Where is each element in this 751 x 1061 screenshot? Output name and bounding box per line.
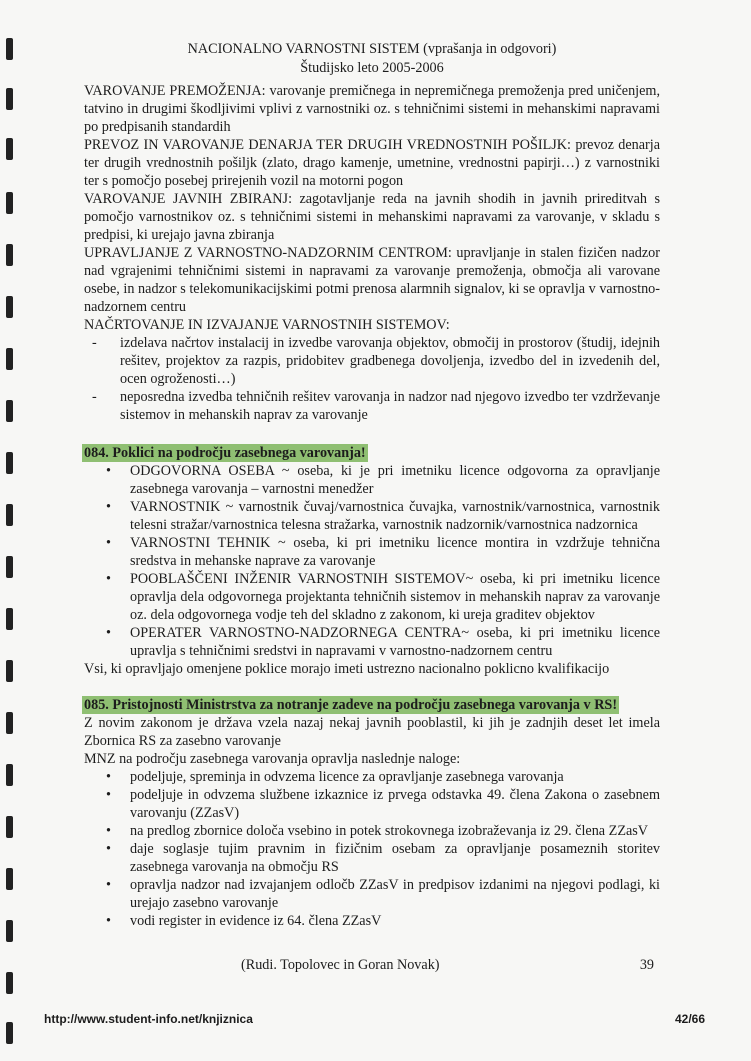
page-header <box>84 40 660 78</box>
dash-list <box>84 334 660 424</box>
list-item: • VARNOSTNIK ~ varnostnik čuvaj/varnostnica čuvajka, varnostnik/varnostnica, varnostnik telesni stražar/varnostnica telesna stražarka, varnostnik nadzornik/varnostnica nadzornica <box>106 498 660 534</box>
binding-ring <box>6 452 13 474</box>
source-url[interactable]: http://www.student-info.net/knjiznica <box>44 1012 253 1026</box>
binding-ring <box>6 244 13 266</box>
document-page <box>84 40 660 930</box>
section-heading-084: 084. Poklici na področju zasebnega varovanja! <box>84 445 366 461</box>
page-title: NACIONALNO VARNOSTNI SISTEM (vprašanja in odgovori) <box>187 41 557 57</box>
binding-ring <box>6 504 13 526</box>
paragraph-prevoz-denarja: PREVOZ IN VAROVANJE DENARJA TER DRUGIH VREDNOSTNIH POŠILJK: prevoz denarja ter drugih vrednostnih pošiljk (zlato, drago kamenje, umetnine, vrednostni papirji…) z varnostniki ter s pomočjo posebej prirejenih vozil na motorni pogon <box>84 137 660 189</box>
list-item: • VARNOSTNI TEHNIK ~ oseba, ki pri imetniku licence montira in vzdržuje tehnična sredstva in mehanske naprave za varovanje <box>106 534 660 570</box>
list-item: - izdelava načrtov instalacij in izvedbe varovanja objektov, območij in prostorov (študij, idejnih rešitev, projektov za razpis, pridobitev gradbenega dovoljenja, izvedbo del in izvedenih del, ocen ogroženosti…) <box>106 334 660 388</box>
bullet-list-naloge <box>84 768 660 930</box>
binding-ring <box>6 920 13 942</box>
paragraph-mnz-naloge: MNZ na področju zasebnega varovanja opravlja naslednje naloge: <box>84 751 461 767</box>
paragraph-javna-zbiranja: VAROVANJE JAVNIH ZBIRANJ: zagotavljanje reda na javnih shodih in javnih prireditvah s pomočjo varnostnikov oz. s tehničnimi sistemi in mehanskimi napravami za varovanje, v skladu s predpisi, ki urejajo javna zbiranja <box>84 191 660 243</box>
page-counter: 42/66 <box>674 1012 705 1026</box>
binding-ring <box>6 972 13 994</box>
page-number: 39 <box>639 957 654 973</box>
binding-ring <box>6 660 13 682</box>
binding-ring <box>6 608 13 630</box>
list-item: • daje soglasje tujim pravnim in fizičnim osebam za opravljanje posameznih storitev zasebnega varovanja na območju RS <box>106 840 660 876</box>
paragraph-nacrtovanje: NAČRTOVANJE IN IZVAJANJE VARNOSTNIH SISTEMOV: <box>84 317 450 333</box>
binding-ring <box>6 348 13 370</box>
binding-ring <box>6 400 13 422</box>
list-item: • POOBLAŠČENI INŽENIR VARNOSTNIH SISTEMOV~ oseba, ki pri imetniku licence opravlja dela odgovornega projektanta tehničnih sistemov in mehanskih naprav za varovanje oz. dela odgovornega vodje teh del skladno z zakonom, ki ureja graditev objektov <box>106 570 660 624</box>
list-item: • opravlja nadzor nad izvajanjem odločb ZZasV in predpisov izdanimi na njegovi podlagi, ki urejajo zasebno varovanje <box>106 876 660 912</box>
binding-ring <box>6 1022 13 1044</box>
author-citation: (Rudi. Topolovec in Goran Novak) <box>241 957 440 973</box>
binding-ring <box>6 296 13 318</box>
binding-ring <box>6 38 13 60</box>
list-item: - neposredna izvedba tehničnih rešitev varovanja in nadzor nad njegovo izvedbo ter vzdrževanje sistemov in mehanskih naprav za varovanje <box>106 388 660 424</box>
list-item: • na predlog zbornice določa vsebino in potek strokovnega izobraževanja iz 29. člena ZZasV <box>106 822 660 840</box>
paragraph-kvalifikacija: Vsi, ki opravljajo omenjene poklice morajo imeti ustrezno nacionalno poklicno kvalifikacijo <box>84 661 610 677</box>
binding-ring <box>6 138 13 160</box>
list-item: • ODGOVORNA OSEBA ~ oseba, ki je pri imetniku licence odgovorna za opravljanje zasebnega varovanja – varnostni menedžer <box>106 462 660 498</box>
binding-ring <box>6 556 13 578</box>
paragraph-novi-zakon: Z novim zakonom je država vzela nazaj nekaj javnih pooblastil, ki jih je zadnjih deset let imela Zbornica RS za zasebno varovanje <box>84 715 660 749</box>
binding-ring <box>6 816 13 838</box>
binding-ring <box>6 712 13 734</box>
list-item: • podeljuje in odvzema službene izkaznice iz prvega odstavka 49. člena Zakona o zasebnem varovanju (ZZasV) <box>106 786 660 822</box>
bullet-list-poklici <box>84 462 660 660</box>
binding-ring <box>6 868 13 890</box>
paragraph-nadzorni-center: UPRAVLJANJE Z VARNOSTNO-NADZORNIM CENTROM: upravljanje in stalen fizičen nadzor nad vgrajenimi tehničnimi sistemi in napravami za varovanje premoženja, območja ali varovane osebe, in nadzor s telekomunikacijskimi potmi prenosa alarmnih signalov, ki se opravlja v varnostno-nadzornem centru <box>84 245 660 315</box>
list-item: • OPERATER VARNOSTNO-NADZORNEGA CENTRA~ oseba, ki pri imetniku licence upravlja s tehničnimi sredstvi in napravami v varnostno-nadzornem centru <box>106 624 660 660</box>
section-heading-085: 085. Pristojnosti Ministrstva za notranje zadeve na področju zasebnega varovanja v RS! <box>84 697 618 713</box>
binding-ring <box>6 88 13 110</box>
paragraph-varovanje-premozenja: VAROVANJE PREMOŽENJA: varovanje premičnega in nepremičnega premoženja pred uničenjem, tatvino in drugimi škodljivimi vplivi z varnostniki oz. s tehničnimi sistemi in mehanskimi napravami po predpisanih standardih <box>84 83 660 135</box>
binding-rings <box>0 0 22 1061</box>
list-item: • vodi register in evidence iz 64. člena ZZasV <box>106 912 660 930</box>
list-item: • podeljuje, spreminja in odvzema licence za opravljanje zasebnega varovanja <box>106 768 660 786</box>
page-subtitle: Študijsko leto 2005-2006 <box>300 60 444 76</box>
binding-ring <box>6 764 13 786</box>
binding-ring <box>6 192 13 214</box>
